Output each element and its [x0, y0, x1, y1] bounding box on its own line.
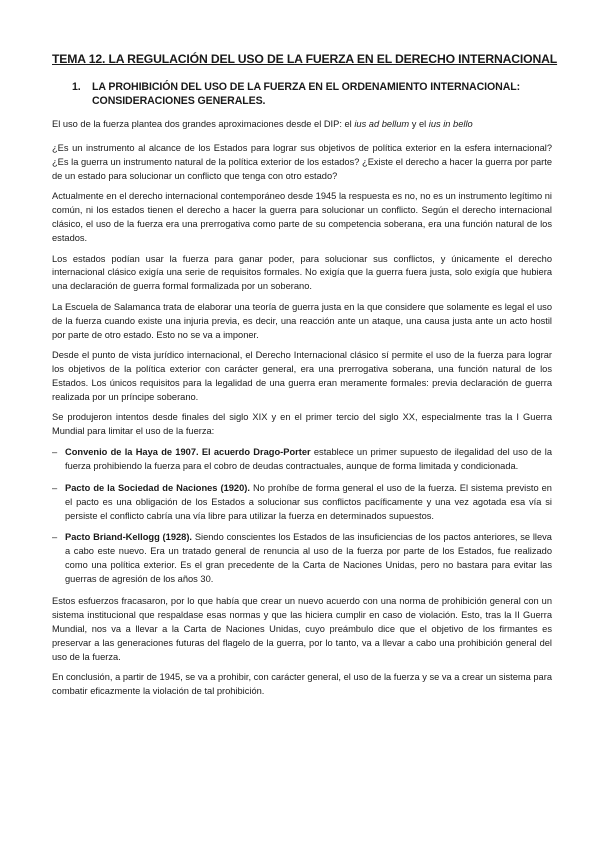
- bullet-text: Siendo conscientes los Estados de las insuficiencias de los pactos anteriores, se lleva a cabo este nuevo. Era un tratado general de renuncia al uso de la fuerza por parte de los Estados, fue realizado como una política exterior. Es el gran precedente de la Carta de Naciones Unidas, pero no bastara para evitar las guerras de agresión de los años 30.: [65, 532, 552, 585]
- bullet-dash: –: [52, 532, 58, 543]
- paragraph: Los estados podían usar la fuerza para ganar poder, para solucionar sus conflictos, y únicamente el derecho internacional clásico exigía una serie de requisitos formales. No exigía que la guerra fuera justa, solo exigía que hubiera una declaración de guerra formal formalizada por un soberano.: [52, 253, 552, 292]
- intro-text: El uso de la fuerza plantea dos grandes aproximaciones desde el DIP: el: [52, 119, 355, 129]
- paragraph: Estos esfuerzos fracasaron, por lo que había que crear un nuevo acuerdo con una norma de prohibición general con un sistema institucional que respaldase esas normas y que las hiciera cumplir en caso de violación. Esto, tras la II Guerra Mundial, nos va a llevar a la Carta de Naciones Unidas, cuyo preámbulo dice que el objetivo de los firmantes es preservar a las generaciones futuras del flagelo de la guerra, por lo tanto, va a llevar a cabo una prohibición general del uso de la fuerza.: [52, 596, 552, 662]
- intro-join: y el: [409, 119, 429, 129]
- bullet-title: Pacto de la Sociedad de Naciones (1920).: [65, 482, 250, 493]
- section-title: LA PROHIBICIÓN DEL USO DE LA FUERZA EN EL ORDENAMIENTO INTERNACIONAL: CONSIDERACIONES GENERALES.: [92, 81, 521, 108]
- paragraph: ¿Es un instrumento al alcance de los Estados para lograr sus objetivos de política exterior en la esfera internacional? ¿Es la guerra un instrumento natural de la política exterior de los estados? ¿Existe el derecho a hacer la guerra por parte de un estado para solucionar un conflicto que tenga con otro estado?: [52, 142, 552, 181]
- document-body: [52, 118, 552, 706]
- bullet-dash: –: [52, 446, 58, 457]
- paragraph: Actualmente en el derecho internacional contemporáneo desde 1945 la respuesta es no, no es un instrumento legítimo ni común, ni los estados tienen el derecho a hacer la guerra para solucionar un conflicto. Según el derecho internacional clásico, el uso de la fuerza era una prerrogativa como parte de su competencia soberana, era una función natural de los estados.: [52, 191, 552, 244]
- intro-paragraph: [52, 118, 552, 132]
- paragraph: Se produjeron intentos desde finales del siglo XIX y en el primer tercio del siglo XX, especialmente tras la I Guerra Mundial para limitar el uso de la fuerza:: [52, 412, 552, 437]
- bullet-text: establece un primer supuesto de ilegalidad del uso de la fuerza prohibiendo la fuerza para el cobro de deudas contractuales, aunque de forma limitada y condicionada.: [65, 446, 552, 471]
- bullet-title: Convenio de la Haya de 1907. El acuerdo Drago-Porter: [65, 446, 311, 457]
- paragraph: La Escuela de Salamanca trata de elaborar una teoría de guerra justa en la que considere que solamente es legal el uso de la fuerza cuando existe una injuria previa, es decir, una reacción ante un ataque, una causa justa ante un acto hostil por parte de otro estado. Esto no se va a imponer.: [52, 301, 552, 340]
- bullet-title: Pacto Briand-Kellogg (1928).: [65, 532, 193, 543]
- paragraph: Desde el punto de vista jurídico internacional, el Derecho Internacional clásico sí permite el uso de la fuerza para lograr los objetivos de la política exterior con carácter general, era una prerrogativa soberana, una función natural de los Estados. Los únicos requisitos para la legalidad de una guerra eran meramente formales: previa declaración de guerra realizada por un príncipe soberano.: [52, 350, 552, 402]
- bullet-item: [52, 482, 552, 524]
- term-ius-ad-bellum: ius ad bellum: [354, 119, 410, 129]
- bullet-text: No prohíbe de forma general el uso de la fuerza. El sistema previsto en el pacto es una obligación de los Estados a solucionar sus conflictos pacíficamente y una vez agotada esa vía si persiste el conflicto cabría una vía libre para utilizar la fuerza en determinados supuestos.: [65, 482, 552, 521]
- bullet-item: [52, 446, 552, 474]
- bullet-item: [52, 531, 552, 587]
- section-number: 1.: [72, 81, 81, 93]
- term-ius-in-bello: ius in bello: [428, 119, 473, 129]
- bullet-dash: –: [52, 482, 58, 493]
- section-heading: [72, 80, 542, 109]
- document-title: TEMA 12. LA REGULACIÓN DEL USO DE LA FUERZA EN EL DERECHO INTERNACIONAL: [52, 52, 558, 66]
- paragraph: En conclusión, a partir de 1945, se va a prohibir, con carácter general, el uso de la fuerza y se va a crear un sistema para combatir eficazmente la violación de tal prohibición.: [52, 672, 552, 697]
